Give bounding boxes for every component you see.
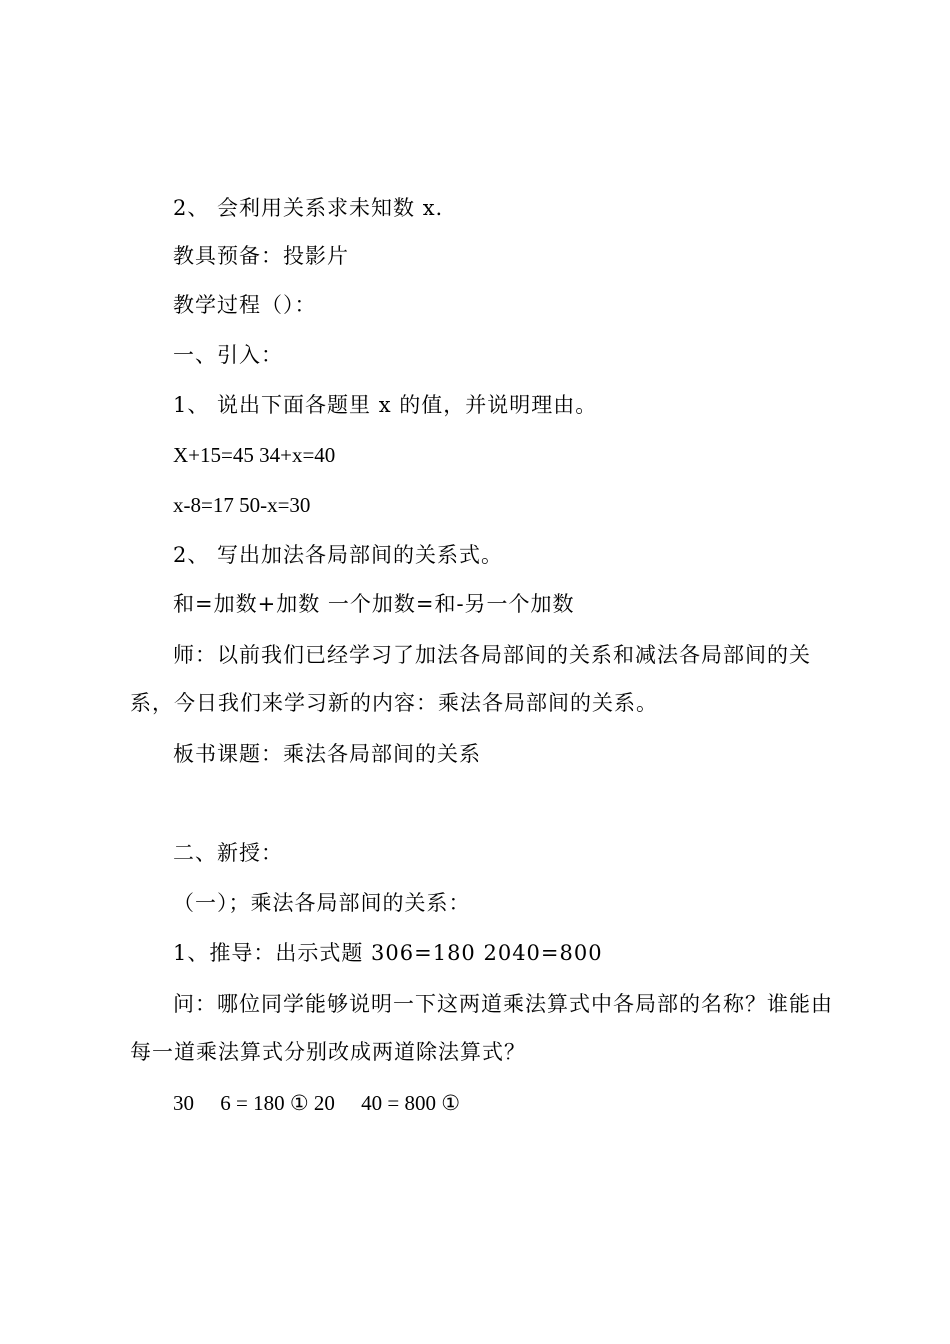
derivation-item: 1、推导：出示式题 306=180 2040=800 [173, 941, 603, 965]
section-new-heading: 二、新授： [173, 841, 283, 865]
question-paragraph: 问：哪位同学能够说明一下这两道乘法算式中各局部的名称？谁能由每一道乘法算式分别改成两道除法算式？ [130, 992, 833, 1064]
equation-line-2: x-8=17 50-x=30 [173, 493, 311, 517]
subsection-multiplication: （一）；乘法各局部间的关系： [173, 891, 471, 915]
objective-2: 2、 会利用关系求未知数 x. [173, 196, 444, 220]
board-title: 板书课题：乘法各局部间的关系 [173, 742, 481, 766]
equation-line-1: X+15=45 34+x=40 [173, 443, 336, 467]
section-intro-heading: 一、引入： [173, 343, 283, 367]
intro-item-1: 1、 说出下面各题里 x 的值，并说明理由。 [173, 393, 598, 417]
multiplication-equations: 30 6 = 180 ① 20 40 = 800 ① [173, 1091, 461, 1115]
intro-item-2: 2、 写出加法各局部间的关系式。 [173, 543, 504, 567]
teacher-paragraph: 师：以前我们已经学习了加法各局部间的关系和减法各局部间的关系，今日我们来学习新的内容：乘法各局部间的关系。 [130, 643, 811, 715]
teaching-aids: 教具预备：投影片 [173, 244, 349, 268]
teaching-process-heading: 教学过程（）： [173, 293, 317, 317]
addition-relation: 和=加数+加数 一个加数=和-另一个加数 [173, 592, 575, 616]
